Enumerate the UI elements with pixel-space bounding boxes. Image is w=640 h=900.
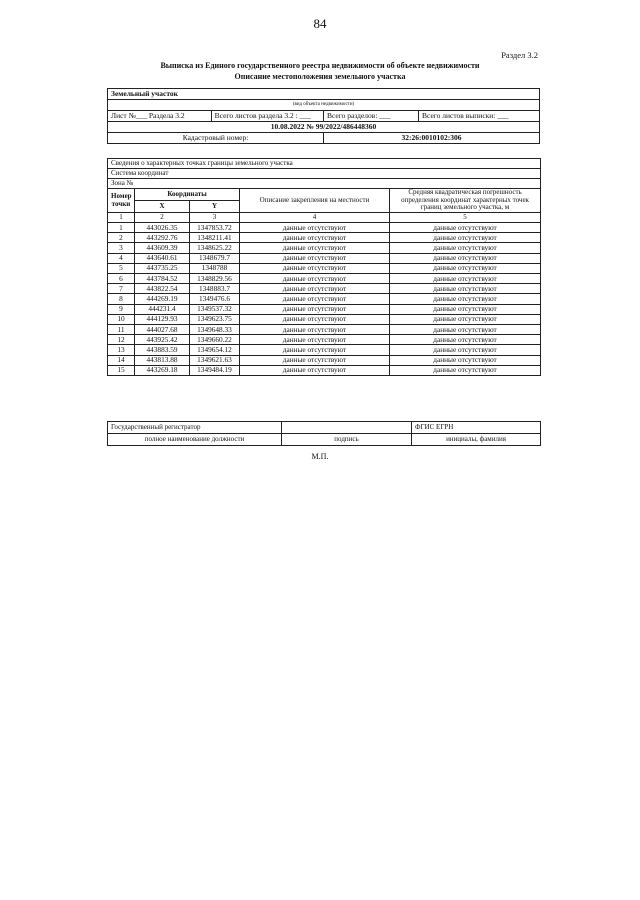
zone: Зона № (108, 179, 541, 189)
error-desc: данные отсутствуют (390, 263, 541, 273)
fixing-desc: данные отсутствуют (240, 253, 390, 263)
coord-x: 443883.59 (135, 345, 190, 355)
coord-x: 444129.93 (135, 314, 190, 324)
org-label: ФГИС ЕГРН (412, 422, 541, 434)
point-number: 14 (108, 355, 135, 365)
coords-section-title: Сведения о характерных точках границы земельного участка (108, 159, 541, 169)
fixing-desc: данные отсутствуют (240, 324, 390, 334)
error-desc: данные отсутствуют (390, 284, 541, 294)
sheets-in-section: Всего листов раздела 3.2 : ___ (211, 111, 323, 122)
coord-y: 1349660.22 (190, 335, 240, 345)
fixing-desc: данные отсутствуют (240, 263, 390, 273)
point-number: 13 (108, 345, 135, 355)
error-desc: данные отсутствуют (390, 274, 541, 284)
coord-x: 443784.52 (135, 274, 190, 284)
table-row (108, 233, 541, 243)
point-number: 6 (108, 274, 135, 284)
error-desc: данные отсутствуют (390, 345, 541, 355)
footer-table (107, 421, 541, 446)
coord-x: 444231.4 (135, 304, 190, 314)
coord-y: 1348679.7 (190, 253, 240, 263)
total-sections: Всего разделов: ___ (323, 111, 418, 122)
error-desc: данные отсутствуют (390, 314, 541, 324)
col-index: 4 (240, 213, 390, 223)
table-row (108, 314, 541, 324)
coord-y: 1348788 (190, 263, 240, 273)
error-desc: данные отсутствуют (390, 223, 541, 233)
point-number: 11 (108, 324, 135, 334)
coord-y: 1349476.6 (190, 294, 240, 304)
document-subtitle: Описание местоположения земельного участка (234, 72, 406, 81)
header-table (107, 88, 540, 144)
initials-caption: инициалы, фамилия (412, 434, 541, 446)
coord-x: 443813.88 (135, 355, 190, 365)
sheet-number: Лист №___ (111, 110, 147, 120)
fixing-desc: данные отсутствуют (240, 304, 390, 314)
total-sheets: Всего листов выписки: ___ (419, 111, 540, 122)
col-point-number: Номер точки (108, 189, 135, 213)
error-desc: данные отсутствуют (390, 243, 541, 253)
error-desc: данные отсутствуют (390, 253, 541, 263)
coord-y: 1348829.56 (190, 274, 240, 284)
error-desc: данные отсутствуют (390, 324, 541, 334)
coord-x: 443269.18 (135, 365, 190, 375)
cadastral-label: Кадастровый номер: (108, 133, 324, 144)
position-caption: полное наименование должности (108, 434, 282, 446)
coord-y: 1348211.41 (190, 233, 240, 243)
error-desc: данные отсутствуют (390, 294, 541, 304)
coordinate-system: Система координат (108, 169, 541, 179)
fixing-desc: данные отсутствуют (240, 243, 390, 253)
fixing-desc: данные отсутствуют (240, 355, 390, 365)
point-number: 5 (108, 263, 135, 273)
coord-x: 443822.54 (135, 284, 190, 294)
fixing-desc: данные отсутствуют (240, 223, 390, 233)
col-coordinates: Координаты (135, 189, 240, 201)
table-row (108, 223, 541, 233)
coord-x: 443925.42 (135, 335, 190, 345)
error-desc: данные отсутствуют (390, 233, 541, 243)
table-row (108, 284, 541, 294)
document-title: Выписка из Единого государственного реестра недвижимости об объекте недвижимости (160, 61, 480, 70)
coord-y: 1349623.75 (190, 314, 240, 324)
table-row (108, 355, 541, 365)
coord-y: 1349654.12 (190, 345, 240, 355)
stamp-label: М.П. (311, 452, 329, 461)
coord-x: 443292.76 (135, 233, 190, 243)
point-number: 10 (108, 314, 135, 324)
error-desc: данные отсутствуют (390, 335, 541, 345)
coord-x: 443026.35 (135, 223, 190, 233)
coord-x: 444269.19 (135, 294, 190, 304)
table-row (108, 274, 541, 284)
point-number: 7 (108, 284, 135, 294)
fixing-desc: данные отсутствуют (240, 314, 390, 324)
point-number: 8 (108, 294, 135, 304)
table-row (108, 304, 541, 314)
table-row (108, 263, 541, 273)
table-row (108, 324, 541, 334)
col-error: Средняя квадратическая погрешность определения координат характерных точек границ земельного участка, м (390, 189, 541, 213)
fixing-desc: данные отсутствуют (240, 284, 390, 294)
fixing-desc: данные отсутствуют (240, 233, 390, 243)
page-number: 84 (313, 16, 327, 31)
col-fixing: Описание закрепления на местности (240, 189, 390, 213)
coord-y: 1349648.33 (190, 324, 240, 334)
point-number: 4 (108, 253, 135, 263)
registrar-label: Государственный регистратор (108, 422, 282, 434)
coord-y: 1349484.19 (190, 365, 240, 375)
coord-y: 1349537.32 (190, 304, 240, 314)
fixing-desc: данные отсутствуют (240, 274, 390, 284)
error-desc: данные отсутствуют (390, 304, 541, 314)
cadastral-number: 32:26:0010102:306 (323, 133, 539, 144)
date-and-number: 10.08.2022 № 99/2022/486448360 (108, 122, 540, 133)
table-row (108, 253, 541, 263)
point-number: 2 (108, 233, 135, 243)
table-row (108, 345, 541, 355)
point-number: 12 (108, 335, 135, 345)
col-index: 2 (135, 213, 190, 223)
table-row (108, 294, 541, 304)
col-x: X (135, 201, 190, 213)
col-index: 5 (390, 213, 541, 223)
table-row (108, 365, 541, 375)
coord-y: 1347853.72 (190, 223, 240, 233)
coord-y: 1348883.7 (190, 284, 240, 294)
fixing-desc: данные отсутствуют (240, 345, 390, 355)
signature-caption: подпись (282, 434, 412, 446)
fixing-desc: данные отсутствуют (240, 335, 390, 345)
point-number: 3 (108, 243, 135, 253)
col-y: Y (190, 201, 240, 213)
section-label: Раздел 3.2 (501, 50, 538, 60)
point-number: 9 (108, 304, 135, 314)
coord-y: 1348625.22 (190, 243, 240, 253)
coord-x: 444027.68 (135, 324, 190, 334)
error-desc: данные отсутствуют (390, 365, 541, 375)
coordinates-table (107, 158, 541, 376)
table-row (108, 243, 541, 253)
point-number: 15 (108, 365, 135, 375)
coord-x: 443609.39 (135, 243, 190, 253)
table-row (108, 335, 541, 345)
fixing-desc: данные отсутствуют (240, 365, 390, 375)
point-number: 1 (108, 223, 135, 233)
col-index: 1 (108, 213, 135, 223)
coord-x: 443640.61 (135, 253, 190, 263)
col-index: 3 (190, 213, 240, 223)
fixing-desc: данные отсутствуют (240, 294, 390, 304)
signature-cell (282, 422, 412, 434)
section-of: Раздела 3.2 (148, 110, 185, 120)
object-type-caption: (вид объекта недвижимости) (108, 100, 540, 111)
object-type: Земельный участок (108, 89, 540, 100)
coord-x: 443735.25 (135, 263, 190, 273)
error-desc: данные отсутствуют (390, 355, 541, 365)
coord-y: 1349621.63 (190, 355, 240, 365)
